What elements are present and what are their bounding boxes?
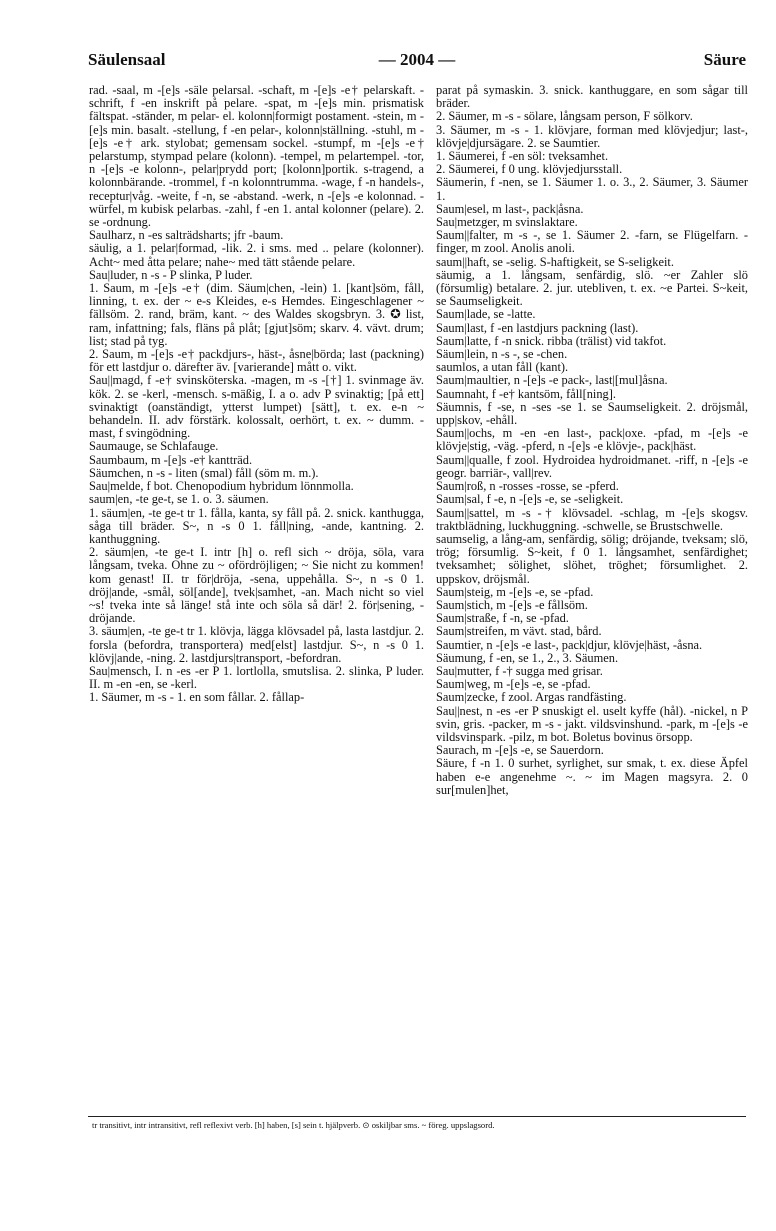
page-number: — 2004 — [378, 50, 456, 69]
header-last-word: Säure [703, 50, 746, 69]
dictionary-entry: Saurach, m -[e]s -e, se Sauerdorn. [436, 743, 604, 758]
dictionary-entry: rad. -saal, m -[e]s -säle pelarsal. -schaft, m -[e]s -e† pelarskaft. -schrift, f -en inskrift på pelare. -spat, m -[e]s min. prismatisk fältspat. -ständer, m pelar- el. kolonn|formigt postament. -stein, m -[e]s min. basalt. -stellung, f -en pelar-, kolonn|ställning. -stuhl, m -[e]s -e† ark. stylobat; gemensam sockel. -stumpf, m -[e]s -e† pelarstump, stympad pelare (kolonn). -tempel, m pelartempel. -tor, n -[e]s -e kolonn-, pelar|prydd port; [kolonn]portik. s-tragend, a kolonnbärande. -trommel, f -n kolonntrumma. -wage, f -n handels-, receptur|våg. -weite, f -n, se -abstand. -werk, n -[e]s -e kolonnad. -würfel, m kubisk pelarbas. -zahl, f -en 1. antal kolonner (pelare). 2. se -ordnung. [89, 83, 424, 230]
dictionary-entry: Saum|esel, m last-, pack|åsna. [436, 201, 584, 216]
dictionary-entry: 1. Säumer, m -s - 1. en som fållar. 2. fållap- [89, 690, 305, 705]
dictionary-entry: 2. Säumerei, f 0 ung. klövjedjursstall. [436, 162, 623, 177]
dictionary-entry: Saum|stich, m -[e]s -e fållsöm. [436, 597, 588, 612]
dictionary-entry: Sau|metzger, m svinslaktare. [436, 215, 578, 230]
dictionary-entry: Sau||magd, f -e† svinsköterska. -magen, m -s -[†] 1. svinmage äv. kök. 2. se -kerl, -mensch. s-mäßig, I. a o. adv P svinaktig; [på ett] svinaktigt (oanständigt, ytterst lumpet) [sätt], t. ex. e-n ~ behandeln. II. adv förstärk. kolossalt, oerhört, t. ex. ~ dumm. -mast, f svingödning. [89, 373, 424, 441]
dictionary-entry: saum|en, -te ge-t, se 1. o. 3. säumen. [89, 492, 269, 507]
dictionary-entry: Säumnis, f -se, n -ses -se 1. se Saumseligkeit. 2. dröjsmål, upp|skov, -ehåll. [436, 399, 748, 428]
dictionary-entry: Saum||qualle, f zool. Hydroidea hydroidmanet. -riff, n -[e]s -e geogr. barriär-, vall|rev. [436, 452, 748, 480]
dictionary-entry: 2. Saum, m -[e]s -e† packdjurs-, häst-, åsne|börda; last (packning) för ett lastdjur o. därefter äv. [varierande] mått o. vikt. [89, 347, 424, 375]
dictionary-entry: 1. Säumerei, f -en söl: tveksamhet. [436, 149, 609, 164]
dictionary-entry: Saumbaum, m -[e]s -e† kantträd. [89, 452, 253, 467]
dictionary-entry: saum||haft, se -selig. S-haftigkeit, se S-seligkeit. [436, 254, 674, 269]
dictionary-entry: Saumtier, n -[e]s -e last-, pack|djur, klövje|häst, -åsna. [436, 637, 703, 652]
dictionary-entry: Säumung, f -en, se 1., 2., 3. Säumen. [436, 650, 619, 665]
dictionary-entry: Saum|steig, m -[e]s -e, se -pfad. [436, 584, 594, 599]
dictionary-entry: Saum||sattel, m -s -† klövsadel. -schlag, m -[e]s skogsv. traktblädning, luckhuggning. -schwelle, se Brustschwelle. [436, 505, 748, 533]
dictionary-entry: Saum|streifen, m vävt. stad, bård. [436, 624, 602, 639]
dictionary-entry: 3. Säumer, m -s - 1. klövjare, forman med klövjedjur; last-, klövje|djursägare. 2. se Saumtier. [436, 122, 748, 150]
dictionary-entry: Sau|luder, n -s - P slinka, P luder. [89, 267, 253, 282]
dictionary-entry: Saum|zecke, f zool. Argas randfästing. [436, 690, 627, 705]
dictionary-entry: Saulharz, n -es salträdsharts; jfr -baum. [89, 228, 284, 243]
dictionary-entry: Saum||falter, m -s -, se 1. Säumer 2. -farn, se Flügelfarn. -finger, m zool. Anolis anoli. [436, 228, 748, 256]
dictionary-entry: Sau|melde, f bot. Chenopodium hybridum lönnmolla. [89, 479, 354, 494]
header-first-word: Säulensaal [88, 50, 166, 69]
dictionary-entry: Saumnaht, f -e† kantsöm, fåll[ning]. [436, 386, 616, 401]
dictionary-entry: Säumchen, n -s - liten (smal) fåll (söm m. m.). [89, 465, 319, 480]
dictionary-entry: 2. Säumer, m -s - sölare, långsam person, F sölkorv. [436, 109, 693, 124]
right-column [436, 84, 748, 797]
dictionary-entry: parat på symaskin. 3. snick. kanthuggare, en som sågar till bräder. [436, 83, 748, 111]
footer-divider [88, 1116, 746, 1117]
dictionary-entry: 3. säum|en, -te ge-t tr 1. klövja, lägga klövsadel på, lasta lastdjur. 2. forsla (befordra, transportera) med[elst] lastdjur. S~, n -s 0 1. klövj|ande, -ning. 2. lastdjurs|transport, -befordran. [89, 624, 424, 665]
dictionary-entry: 1. Saum, m -[e]s -e† (dim. Säum|chen, -lein) 1. [kant]söm, fåll, linning, t. ex. der ~ e-s Kleides, e-s Hemdes. Eingeschlagener ~ fällsöm. 2. rand, bräm, kant. ~ des Waldes skogsbryn. 3. ✪ list, ram, infattning; fals, fläns på plåt; [gjut]söm; skarv. 4. vävt. drum; list; stad på tyg. [89, 281, 424, 348]
left-column [89, 84, 424, 705]
dictionary-entry: 2. säum|en, -te ge-t I. intr [h] o. refl sich ~ dröja, söla, vara långsam, tveka. Ohne zu ~ ofördröjligen; ~ Sie nicht zu kommen! kom genast! II. tr för|dröja, -sena, uppehålla. S~, n -s 0 1. dröj|ande, -smål, söl[ande], tvek|samhet, -an. Mach nicht so viel ~s! tveka inte så länge! stå inte och söla så där! 2. för|sening, -dröjande. [89, 545, 424, 626]
dictionary-entry: Saum|straße, f -n, se -pfad. [436, 611, 569, 626]
dictionary-entry: Saum|sal, f -e, n -[e]s -e, se -seligkeit. [436, 492, 624, 507]
dictionary-entry: Sau|mutter, f -† sugga med grisar. [436, 663, 603, 678]
dictionary-entry: Sau|mensch, I. n -es -er P 1. lortlolla, smutslisa. 2. slinka, P luder. II. m -en -en, se -kerl. [89, 663, 424, 692]
page-header [88, 50, 746, 76]
dictionary-entry: Säum|lein, n -s -, se -chen. [436, 347, 568, 362]
dictionary-entry: säulig, a 1. pelar|formad, -lik. 2. i sms. med .. pelare (kolonner). Acht~ med åtta pelare; nahe~ med tätt stående pelare. [89, 241, 424, 269]
dictionary-entry: 1. säum|en, -te ge-t tr 1. fålla, kanta, sy fåll på. 2. snick. kanthugga, såga till bräder. S~, n -s 0 1. fåll|ning, -ande, kantning. 2. kanthuggning. [89, 505, 424, 546]
abbreviation-legend: tr transitivt, intr intransitivt, refl reflexivt verb. [h] haben, [s] sein t. hjälpverb. ⊙ oskiljbar sms. ~ föreg. uppslagsord. [92, 1120, 495, 1130]
dictionary-entry: Saum|roß, n -rosses -rosse, se -pferd. [436, 479, 619, 494]
dictionary-entry: säumig, a 1. långsam, senfärdig, slö. ~er Zahler slö (försumlig) betalare. 2. jur. utebliven, t. ex. ~e Partei. S~keit, se Saumseligkeit. [436, 267, 748, 309]
dictionary-entry: Saum|last, f -en lastdjurs packning (last). [436, 320, 639, 335]
dictionary-entry: Saum|weg, m -[e]s -e, se -pfad. [436, 677, 591, 692]
dictionary-entry: Sau||nest, n -es -er P snuskigt el. uselt kyffe (hål). -nickel, n P svin, gris. -packer, m -s - jakt. vildsvinshund. -park, m -[e]s -e vildsvinspark. -pilz, m bot. Boletus bovinus örsopp. [436, 703, 748, 744]
dictionary-entry: Saum|maultier, n -[e]s -e pack-, last|[mul]åsna. [436, 373, 668, 388]
dictionary-entry: Saum|latte, f -n snick. ribba (trälist) vid takfot. [436, 333, 667, 348]
dictionary-entry: saumselig, a lång-am, senfärdig, sölig; dröjande, tveksam; slö, trög; försumlig. S~keit, f 0 1. långsamhet, senfärdighet; tveksamhet; sölighet, slöhet, tröghet; försumlighet. 2. uppskov, dröjsmål. [436, 531, 748, 586]
dictionary-entry: Saum||ochs, m -en -en last-, pack|oxe. -pfad, m -[e]s -e klövje|stig, -väg. -pferd, n -[e]s -e klövje-, pack|häst. [436, 426, 748, 454]
dictionary-entry: Saumauge, se Schlafauge. [89, 439, 219, 454]
dictionary-entry: Saum|lade, se -latte. [436, 307, 536, 322]
dictionary-entry: Säure, f -n 1. 0 surhet, syrlighet, sur smak, t. ex. diese Äpfel haben e-e angenehme ~. ~ im Magen magsyra. 2. 0 sur[mulen]het, [436, 756, 748, 797]
dictionary-entry: Säumerin, f -nen, se 1. Säumer 1. o. 3., 2. Säumer, 3. Säumer 1. [436, 175, 748, 203]
dictionary-entry: saumlos, a utan fåll (kant). [436, 360, 569, 375]
